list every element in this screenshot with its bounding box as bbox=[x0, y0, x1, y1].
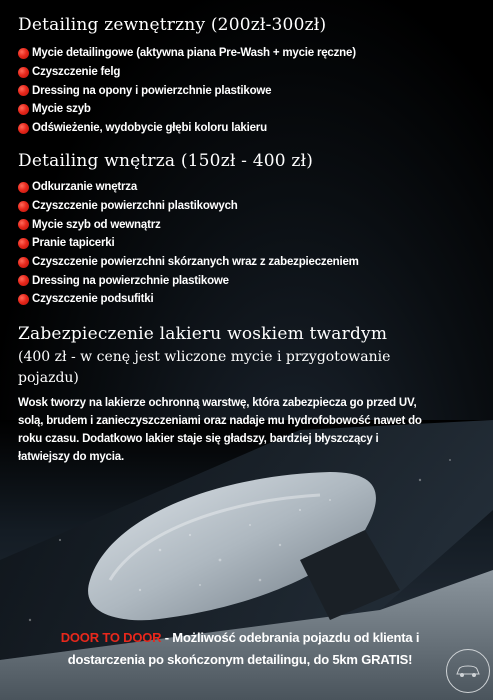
exterior-list bbox=[18, 44, 356, 137]
red-dot-icon bbox=[18, 182, 29, 193]
interior-title: Detailing wnętrza (150zł - 400 zł) bbox=[18, 151, 314, 171]
list-item bbox=[18, 253, 359, 272]
red-dot-icon bbox=[18, 85, 29, 96]
wax-title: Zabezpieczenie lakieru woskiem twardym bbox=[18, 324, 388, 344]
red-dot-icon bbox=[18, 104, 29, 115]
list-item bbox=[18, 234, 359, 253]
red-dot-icon bbox=[18, 123, 29, 134]
list-item bbox=[18, 290, 359, 309]
list-item bbox=[18, 119, 356, 138]
list-item-label: Odświeżenie, wydobycie głębi koloru lakieru bbox=[32, 122, 267, 135]
list-item-label: Dressing na powierzchnie plastikowe bbox=[32, 274, 229, 287]
list-item-label: Czyszczenie powierzchni skórzanych wraz z zabezpieczeniem bbox=[32, 256, 359, 269]
red-dot-icon bbox=[18, 275, 29, 286]
list-item bbox=[18, 197, 359, 216]
red-dot-icon bbox=[18, 294, 29, 305]
red-dot-icon bbox=[18, 67, 29, 78]
list-item bbox=[18, 100, 356, 119]
list-item-label: Mycie szyb bbox=[32, 103, 91, 116]
car-icon bbox=[455, 664, 481, 678]
exterior-title: Detailing zewnętrzny (200zł-300zł) bbox=[18, 15, 327, 35]
red-dot-icon bbox=[18, 257, 29, 268]
wax-subtitle: (400 zł - w cenę jest wliczone mycie i przygotowanie pojazdu) bbox=[18, 349, 391, 386]
list-item bbox=[18, 63, 356, 82]
list-item bbox=[18, 81, 356, 100]
promo-text: - Możliwość odebrania pojazdu od klienta i dostarczenia po skończonym detailingu, do 5km GRATIS! bbox=[67, 630, 420, 667]
wax-description: Wosk tworzy na lakierze ochronną warstwę, która zabezpiecza go przed UV, solą, brudem i zanieczyszczeniami oraz nadaje mu hydrofobowość nawet do roku czasu. Dodatkowo lakier staje się gładszy, bardziej błyszczący i łatwiejszy do mycia. bbox=[18, 397, 422, 463]
red-dot-icon bbox=[18, 238, 29, 249]
logo-badge-icon bbox=[446, 649, 490, 693]
list-item bbox=[18, 178, 359, 197]
list-item-label: Odkurzanie wnętrza bbox=[32, 181, 138, 194]
list-item-label: Czyszczenie powierzchni plastikowych bbox=[32, 200, 238, 213]
door-to-door-promo bbox=[40, 627, 440, 671]
list-item bbox=[18, 271, 359, 290]
list-item-label: Czyszczenie felg bbox=[32, 66, 121, 79]
list-item-label: Czyszczenie podsufitki bbox=[32, 293, 154, 306]
list-item bbox=[18, 44, 356, 63]
promo-highlight: DOOR TO DOOR bbox=[60, 630, 162, 645]
interior-list bbox=[18, 178, 359, 309]
list-item-label: Dressing na opony i powierzchnie plastikowe bbox=[32, 84, 272, 97]
red-dot-icon bbox=[18, 219, 29, 230]
list-item-label: Mycie szyb od wewnątrz bbox=[32, 218, 161, 231]
red-dot-icon bbox=[18, 48, 29, 59]
red-dot-icon bbox=[18, 201, 29, 212]
list-item bbox=[18, 215, 359, 234]
list-item-label: Mycie detailingowe (aktywna piana Pre-Wash + mycie ręczne) bbox=[32, 47, 356, 60]
list-item-label: Pranie tapicerki bbox=[32, 237, 115, 250]
